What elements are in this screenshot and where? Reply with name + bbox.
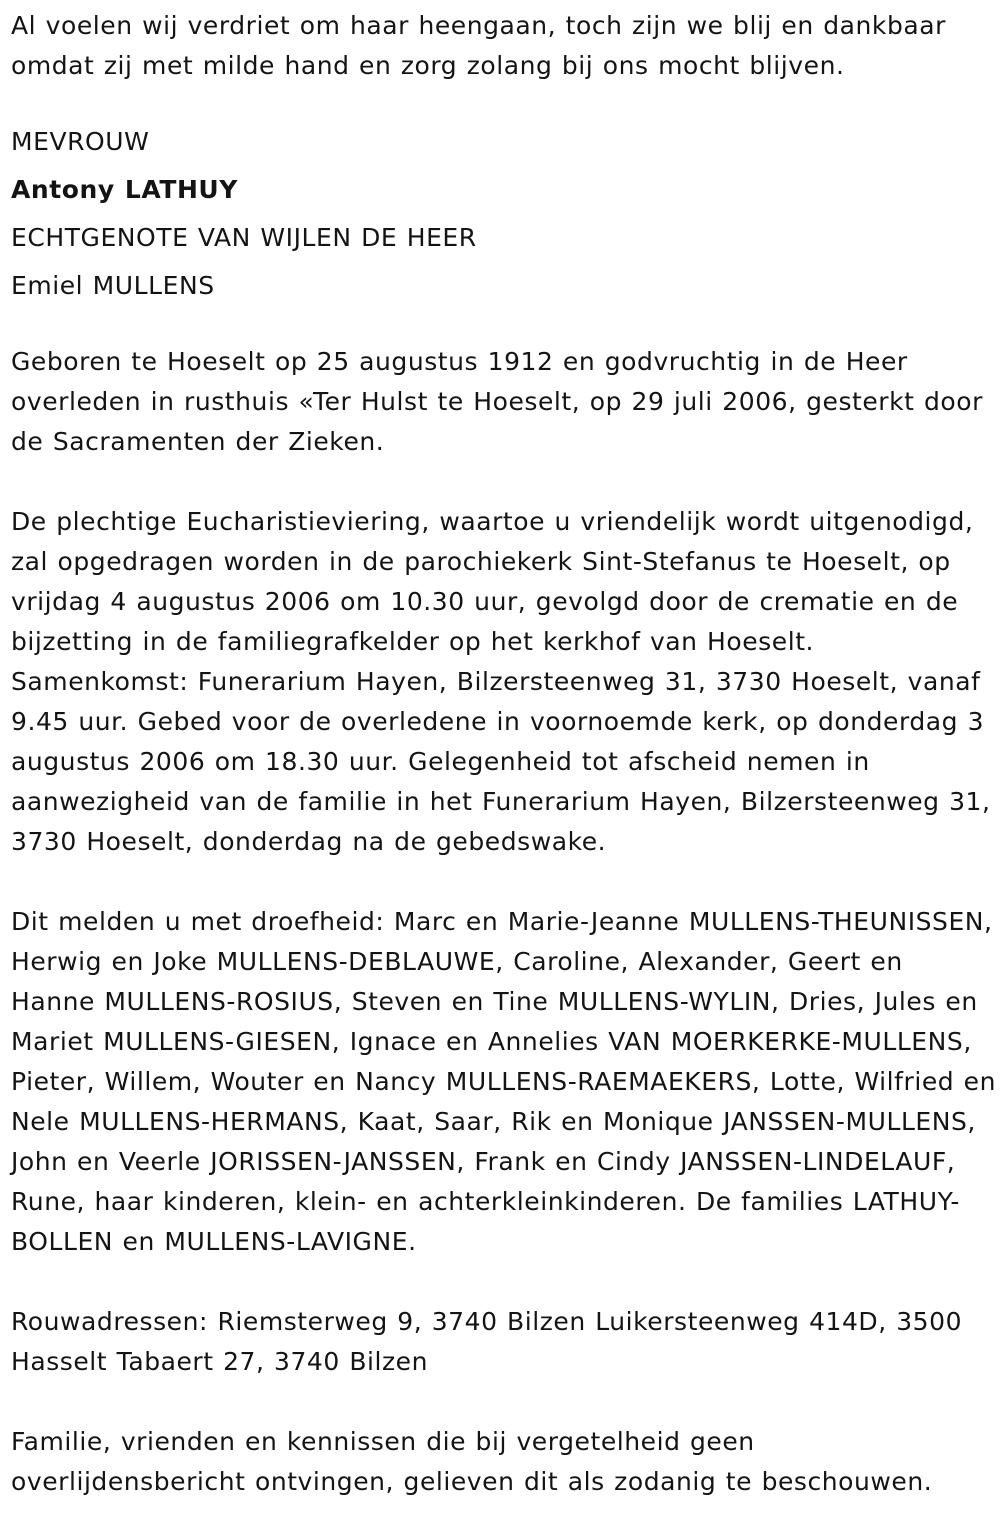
spacer [11, 1262, 996, 1302]
birth-death-paragraph: Geboren te Hoeselt op 25 augustus 1912 en godvruchtig in de Heer overleden in rusthuis «Ter Hulst te Hoeselt, op 29 juli 2006, gesterkt door de Sacramenten der Zieken. [11, 347, 983, 456]
spouse-name: Emiel MULLENS [11, 271, 215, 300]
honorific: MEVROUW [11, 127, 150, 156]
spacer [11, 86, 996, 118]
deceased-heading [11, 118, 996, 310]
spacer [11, 862, 996, 902]
relation-line: ECHTGENOTE VAN WIJLEN DE HEER [11, 223, 477, 252]
addresses-paragraph: Rouwadressen: Riemsterweg 9, 3740 Bilzen Luikersteenweg 414D, 3500 Hasselt Tabaert 27, 3740 Bilzen [11, 1307, 963, 1376]
deceased-name: Antony LATHUY [11, 175, 238, 204]
intro-paragraph: Al voelen wij verdriet om haar heengaan, toch zijn we blij en dankbaar omdat zij met milde hand en zorg zolang bij ons mocht blijven. [11, 11, 946, 80]
family-paragraph: Dit melden u met droefheid: Marc en Marie-Jeanne MULLENS-THEUNISSEN, Herwig en Joke MULLENS-DEBLAUWE, Caroline, Alexander, Geert en Hanne MULLENS-ROSIUS, Steven en Tine MULLENS-WYLIN, Dries, Jules en Mariet MULLENS-GIESEN, Ignace en Annelies VAN MOERKERKE-MULLENS, Pieter, Willem, Wouter en Nancy MULLENS-RAEMAEKERS, Lotte, Wilfried en Nele MULLENS-HERMANS, Kaat, Saar, Rik en Monique JANSSEN-MULLENS, John en Veerle JORISSEN-JANSSEN, Frank en Cindy JANSSEN-LINDELAUF, Rune, haar kinderen, klein- en achterkleinkinderen. De families LATHUY-BOLLEN en MULLENS-LAVIGNE. [11, 907, 997, 1256]
spacer [11, 462, 996, 502]
closing-paragraph: Familie, vrienden en kennissen die bij vergetelheid geen overlijdensbericht ontvingen, gelieven dit als zodanig te beschouwen. [11, 1427, 933, 1496]
spacer [11, 310, 996, 342]
ceremony-paragraph: De plechtige Eucharistieviering, waartoe u vriendelijk wordt uitgenodigd, zal opgedragen worden in de parochiekerk Sint-Stefanus te Hoeselt, op vrijdag 4 augustus 2006 om 10.30 uur, gevolgd door de crematie en de bijzetting in de familiegrafkelder op het kerkhof van Hoeselt. Samenkomst: Funerarium Hayen, Bilzersteenweg 31, 3730 Hoeselt, vanaf 9.45 uur. Gebed voor de overledene in voornoemde kerk, op donderdag 3 augustus 2006 om 18.30 uur. Gelegenheid tot afscheid nemen in aanwezigheid van de familie in het Funerarium Hayen, Bilzersteenweg 31, 3730 Hoeselt, donderdag na de gebedswake. [11, 507, 991, 856]
spacer [11, 1382, 996, 1422]
obituary-notice [11, 0, 996, 1502]
